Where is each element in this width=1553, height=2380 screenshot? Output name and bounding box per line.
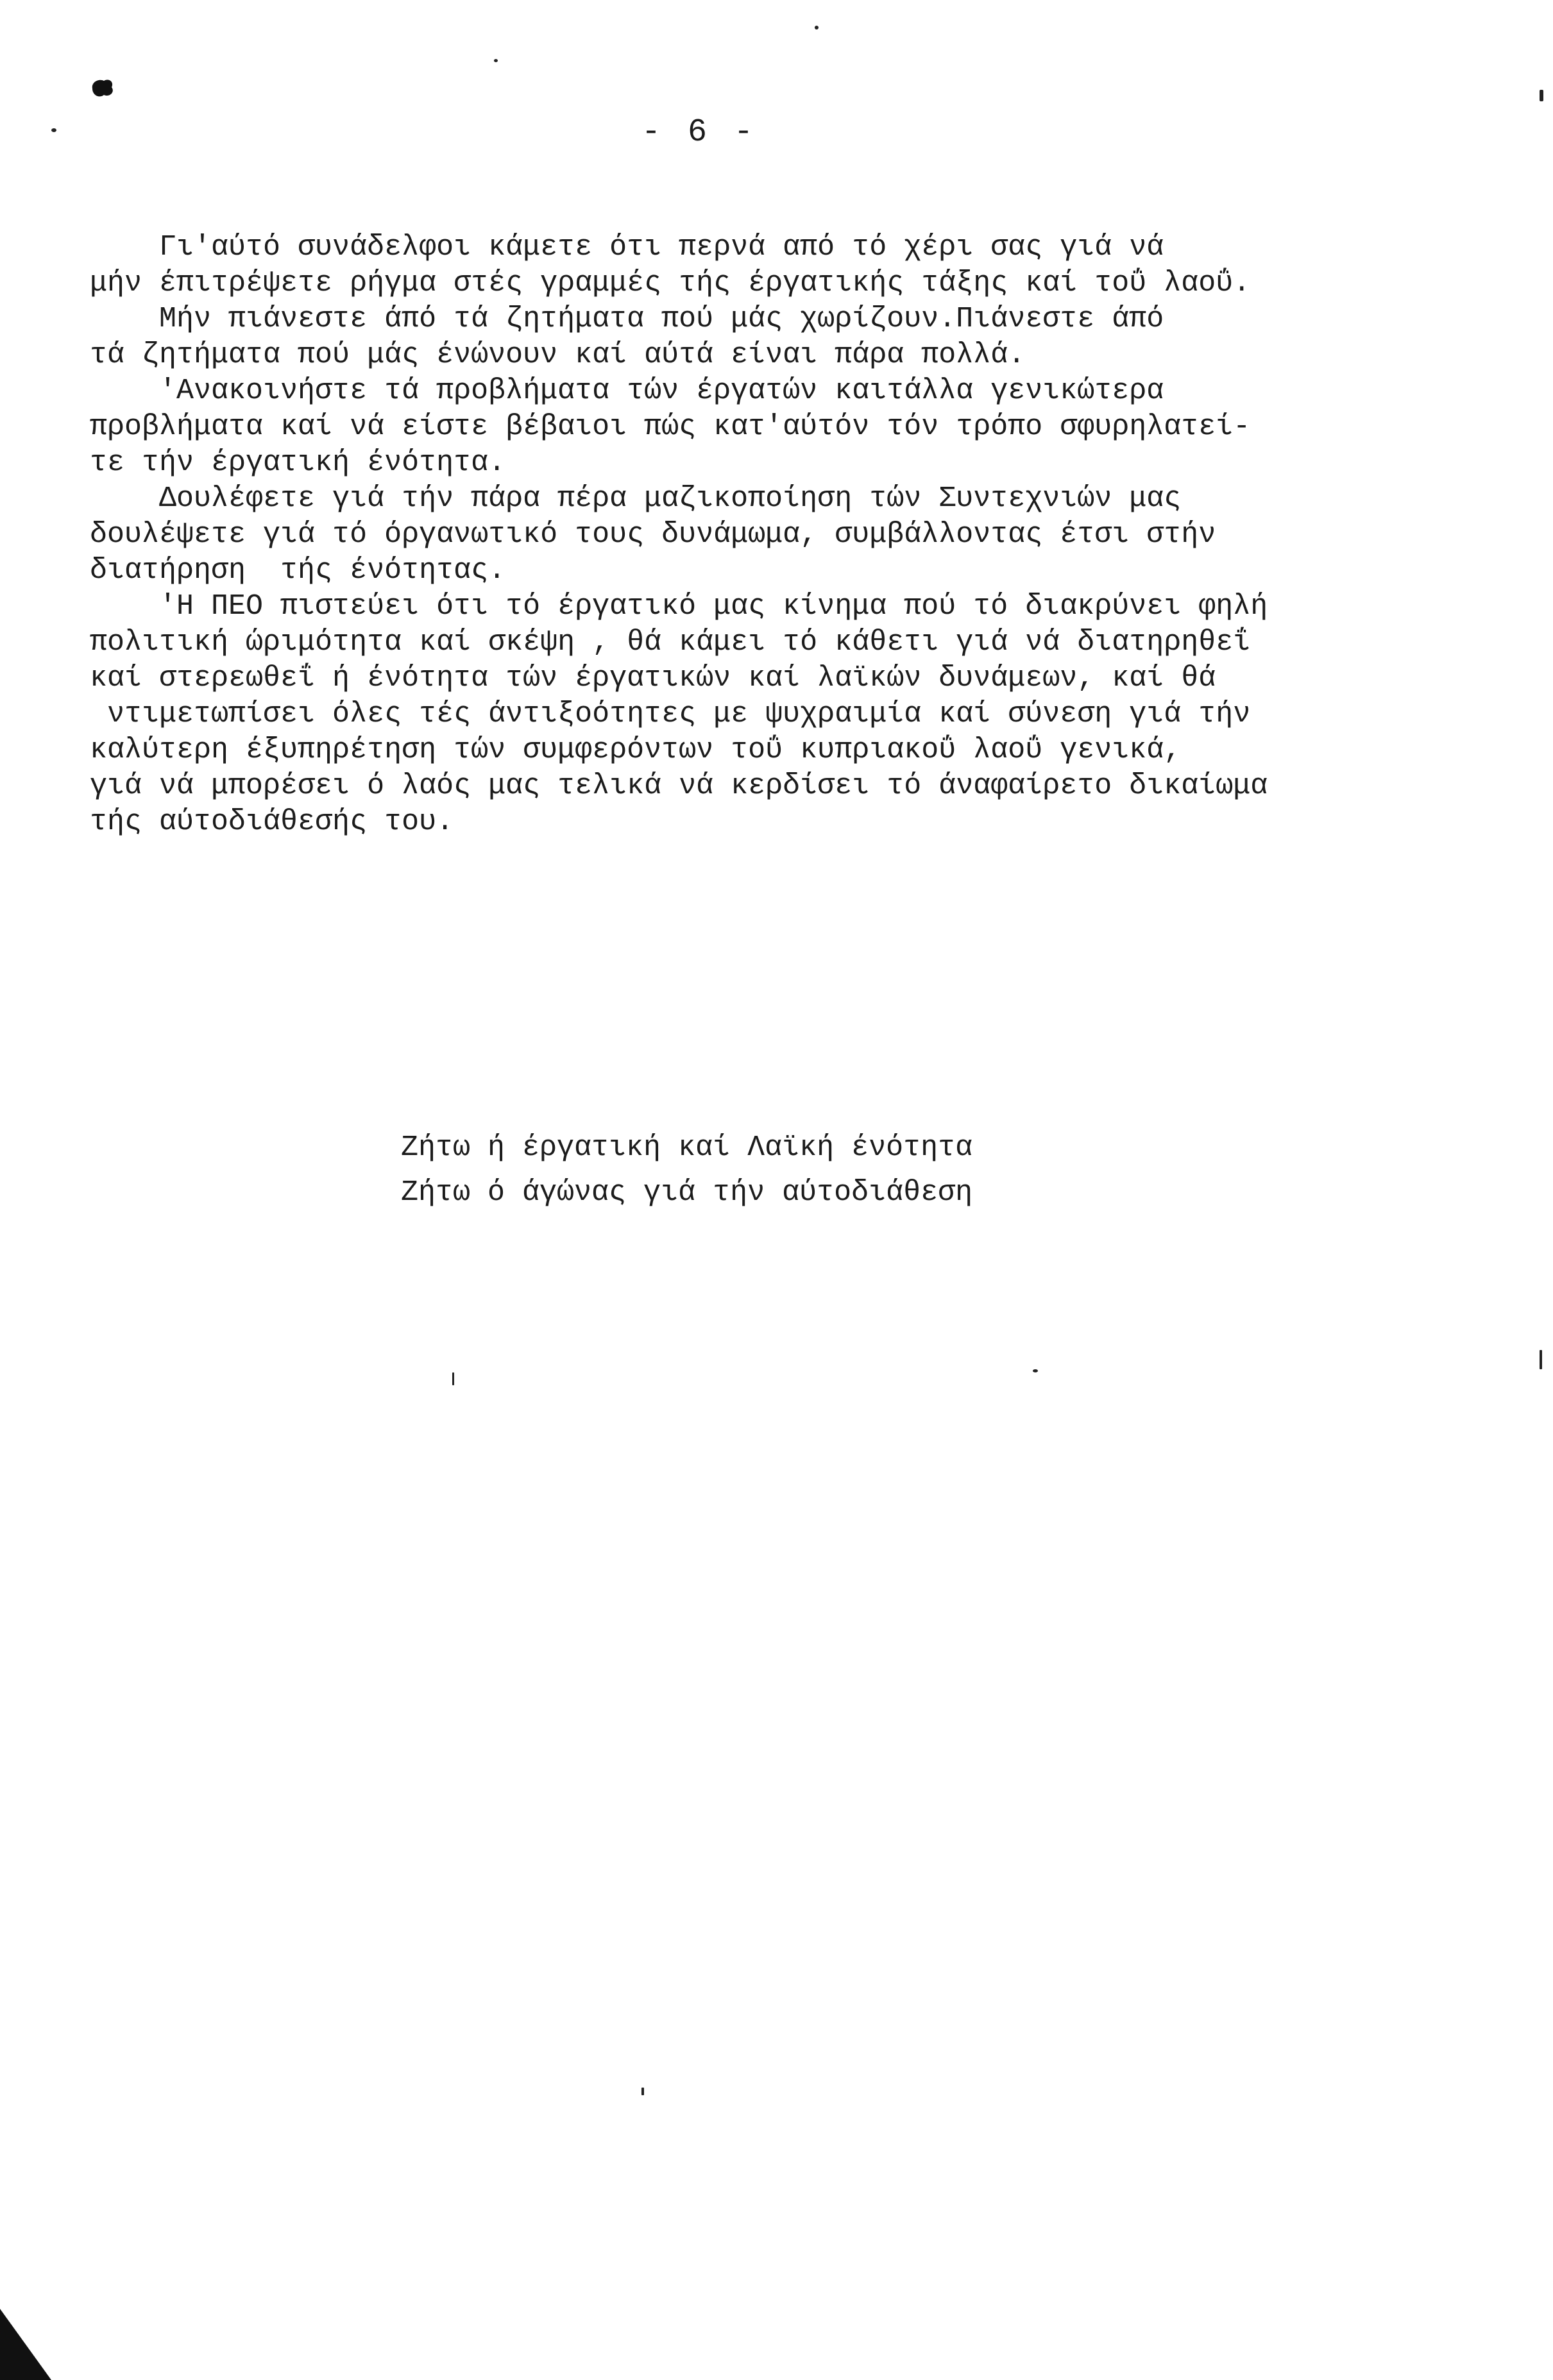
scan-speck [641,2088,644,2095]
closing-line: Ζήτω ή έργατική καί Λαϊκή ένότητα [401,1131,973,1164]
page-number: - 6 - [641,114,758,151]
body-line: Μήν πιάνεστε άπό τά ζητήματα πού μάς χωρίζουν.Πιάνεστε άπό [90,303,1164,335]
body-line: καλύτερη έξυπηρέτηση τών συμφερόντων τοΰ κυπριακοΰ λαοΰ γενικά, [90,734,1182,766]
scan-speck [815,26,819,30]
ink-blot-mark [90,77,115,99]
letter-body [90,230,1475,840]
scan-corner-mark [0,2309,51,2380]
body-line: ντιμετωπίσει όλες τές άντιξοότητες με ψυχραιμία καί σύνεση γιά τήν [90,698,1251,730]
scan-speck [51,128,56,132]
closing-slogans [401,1126,972,1215]
body-line: Δουλέφετε γιά τήν πάρα πέρα μαζικοποίηση τών Συντεχνιών μας [90,482,1182,515]
body-line: προβλήματα καί νά είστε βέβαιοι πώς κατ'αύτόν τόν τρόπο σφυρηλατεί- [90,410,1251,443]
body-line: 'Ανακοινήστε τά προβλήματα τών έργατών καιτάλλα γενικώτερα [90,375,1164,407]
body-line: τά ζητήματα πού μάς ένώνουν καί αύτά είναι πάρα πολλά. [90,339,1026,371]
scan-speck [1540,1350,1542,1369]
scan-speck [1033,1369,1038,1372]
scan-speck [1540,90,1543,101]
body-line: μήν έπιτρέψετε ρήγμα στές γραμμές τής έργατικής τάξης καί τοΰ λαοΰ. [90,267,1251,300]
body-line: τής αύτοδιάθεσής του. [90,806,454,838]
body-line: 'Η ΠΕΟ πιστεύει ότι τό έργατικό μας κίνημα πού τό διακρύνει φηλή [90,590,1268,623]
body-line: καί στερεωθεΐ ή ένότητα τών έργατικών καί λαϊκών δυνάμεων, καί θά [90,662,1216,695]
closing-line: Ζήτω ό άγώνας γιά τήν αύτοδιάθεση [401,1176,973,1209]
body-line: τε τήν έργατική ένότητα. [90,446,506,479]
scan-speck [494,59,498,62]
body-line: διατήρηση τής ένότητας. [90,554,506,587]
body-line: πολιτική ώριμότητα καί σκέψη , θά κάμει τό κάθετι γιά νά διατηρηθεΐ [90,626,1251,659]
body-line: Γι'αύτό συνάδελφοι κάμετε ότι περνά από τό χέρι σας γιά νά [90,231,1164,264]
body-line: δουλέψετε γιά τό όργανωτικό τους δυνάμωμα, συμβάλλοντας έτσι στήν [90,518,1216,551]
body-line: γιά νά μπορέσει ό λαός μας τελικά νά κερδίσει τό άναφαίρετο δικαίωμα [90,770,1268,802]
scan-speck [452,1372,454,1385]
